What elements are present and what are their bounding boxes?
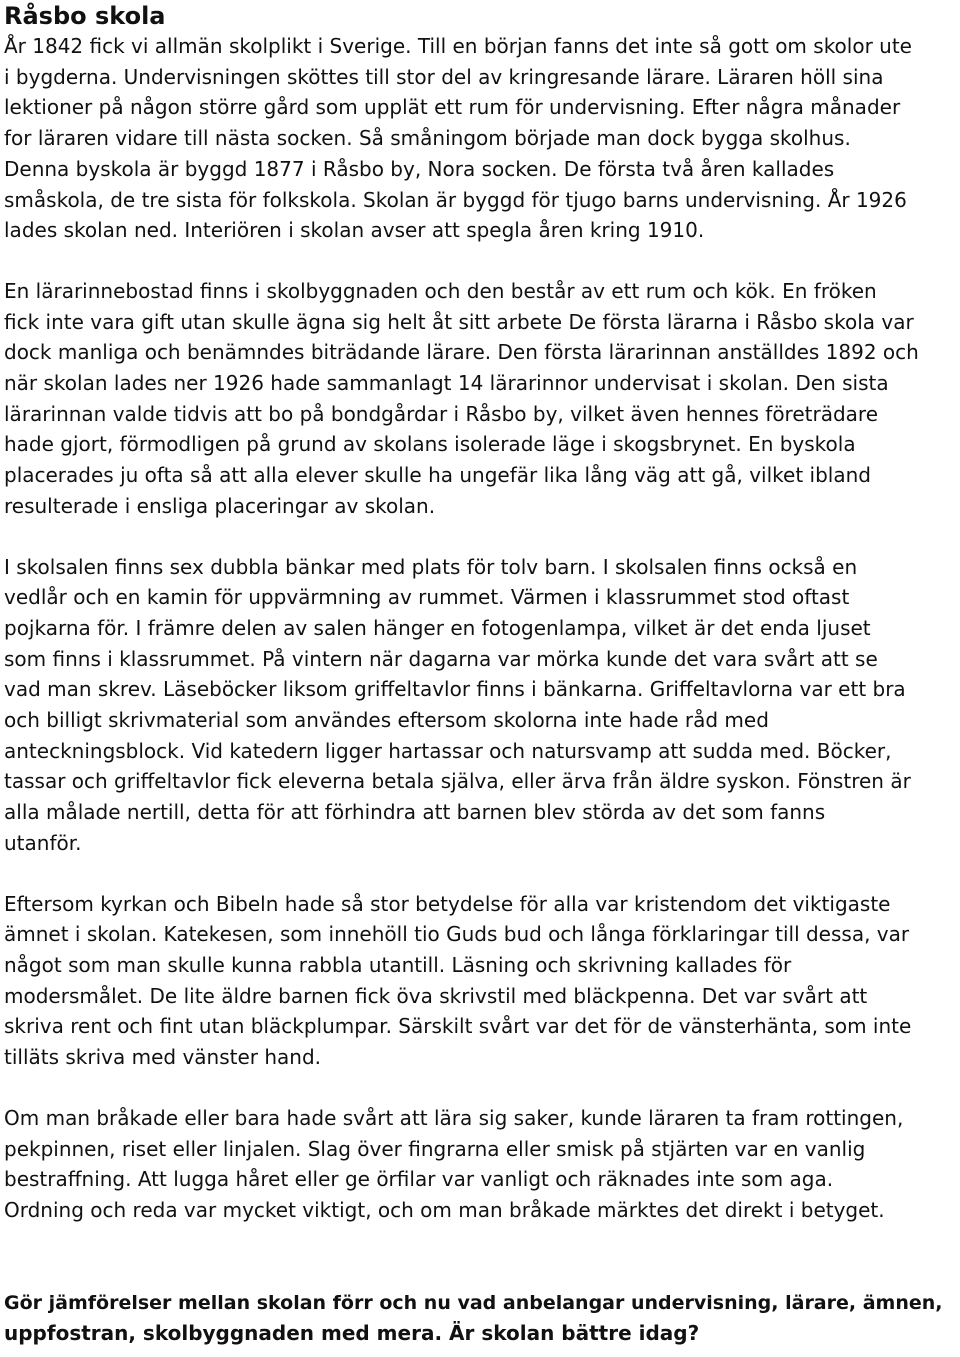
text-line: småskola, de tre sista för folkskola. Skolan är byggd för tjugo barns undervisning. År 1926 — [4, 187, 907, 212]
text-line: lades skolan ned. Interiören i skolan avser att spegla åren kring 1910. — [4, 218, 705, 243]
text-line: som finns i klassrummet. På vintern när dagarna var mörka kunde det vara svårt att se — [4, 646, 878, 671]
text-line: En lärarinnebostad finns i skolbyggnaden och den består av ett rum och kök. En fröken — [4, 278, 877, 303]
text-line: dock manliga och benämndes biträdande lärare. Den första lärarinnan anställdes 1892 och — [4, 340, 919, 365]
paragraph-compulsory-schooling — [4, 31, 954, 246]
text-line: när skolan lades ner 1926 hade sammanlagt 14 lärarinnor undervisat i skolan. Den sista — [4, 371, 889, 396]
text-line: pekpinnen, riset eller linjalen. Slag över fingrarna eller smisk på stjärten var en vanlig — [4, 1136, 866, 1161]
text-line: skriva rent och fint utan bläckplumpar. Särskilt svårt var det för de vänsterhänta, som inte — [4, 1014, 912, 1039]
text-line: något som man skulle kunna rabbla utantill. Läsning och skrivning kallades för — [4, 952, 792, 977]
text-line: utanför. — [4, 830, 82, 855]
text-line: hade gjort, förmodligen på grund av skolans isolerade läge i skogsbrynet. En byskola — [4, 432, 856, 457]
text-line: fick inte vara gift utan skulle ägna sig helt åt sitt arbete De första lärarna i Råsbo skola var — [4, 309, 914, 334]
document-page — [4, 0, 954, 1349]
text-line: År 1842 fick vi allmän skolplikt i Sverige. Till en början fanns det inte så gott om skolor ute — [4, 34, 912, 58]
text-line: lektioner på någon större gård som upplät ett rum för undervisning. Efter några månader — [4, 95, 901, 120]
paragraph-subjects — [4, 889, 954, 1073]
text-line: modersmålet. De lite äldre barnen fick öva skrivstil med bläckpenna. Det var svårt att — [4, 983, 868, 1008]
text-line: och billigt skrivmaterial som användes eftersom skolorna inte hade råd med — [4, 708, 769, 733]
text-line: i bygderna. Undervisningen sköttes till stor del av kringresande lärare. Läraren höll sina — [4, 64, 884, 89]
text-line: anteckningsblock. Vid katedern ligger hartassar och natursvamp att sudda med. Böcker, — [4, 738, 892, 763]
text-line: Om man bråkade eller bara hade svårt att lära sig saker, kunde läraren ta fram rottingen, — [4, 1105, 904, 1130]
text-line: I skolsalen finns sex dubbla bänkar med plats för tolv barn. I skolsalen finns också en — [4, 554, 858, 579]
text-line: placerades ju ofta så att alla elever skulle ha ungefär lika lång väg att gå, vilket ibland — [4, 463, 871, 488]
paragraph-teacher-housing — [4, 276, 954, 522]
text-line: vad man skrev. Läseböcker liksom griffeltavlor finns i bänkarna. Griffeltavlorna var ett bra — [4, 677, 906, 702]
text-line: for läraren vidare till nästa socken. Så småningom började man dock bygga skolhus. — [4, 126, 851, 151]
text-line: tassar och griffeltavlor fick eleverna betala själva, eller ärva från äldre syskon. Fönstren är — [4, 769, 911, 794]
text-line: tilläts skriva med vänster hand. — [4, 1045, 322, 1070]
document-title: Råsbo skola — [4, 2, 166, 30]
text-line: vedlår och en kamin för uppvärmning av rummet. Värmen i klassrummet stod oftast — [4, 585, 850, 610]
paragraph-discipline — [4, 1103, 954, 1226]
text-line: alla målade nertill, detta för att förhindra att barnen blev störda av det som fanns — [4, 800, 826, 825]
discussion-question — [4, 1288, 954, 1349]
text-line: pojkarna för. I främre delen av salen hänger en fotogenlampa, vilket är det enda ljuset — [4, 615, 871, 640]
text-line: Denna byskola är byggd 1877 i Råsbo by, Nora socken. De första två åren kallades — [4, 156, 835, 181]
text-line: Gör jämförelser mellan skolan förr och nu vad anbelangar undervisning, lärare, ämnen, — [4, 1291, 943, 1314]
text-line: resulterade i ensliga placeringar av skolan. — [4, 493, 436, 518]
text-line: Eftersom kyrkan och Bibeln hade så stor betydelse för alla var kristendom det viktigaste — [4, 891, 891, 916]
paragraph-classroom — [4, 552, 954, 859]
text-line: ämnet i skolan. Katekesen, som innehöll tio Guds bud och långa förklaringar till dessa, var — [4, 922, 910, 947]
text-line: bestraffning. Att lugga håret eller ge örfilar var vanligt och räknades inte som aga. — [4, 1167, 834, 1192]
text-line: Ordning och reda var mycket viktigt, och om man bråkade märktes det direkt i betyget. — [4, 1197, 885, 1222]
text-line: uppfostran, skolbyggnaden med mera. Är skolan bättre idag? — [4, 1321, 700, 1346]
text-line: lärarinnan valde tidvis att bo på bondgårdar i Råsbo by, vilket även hennes företrädare — [4, 401, 879, 426]
